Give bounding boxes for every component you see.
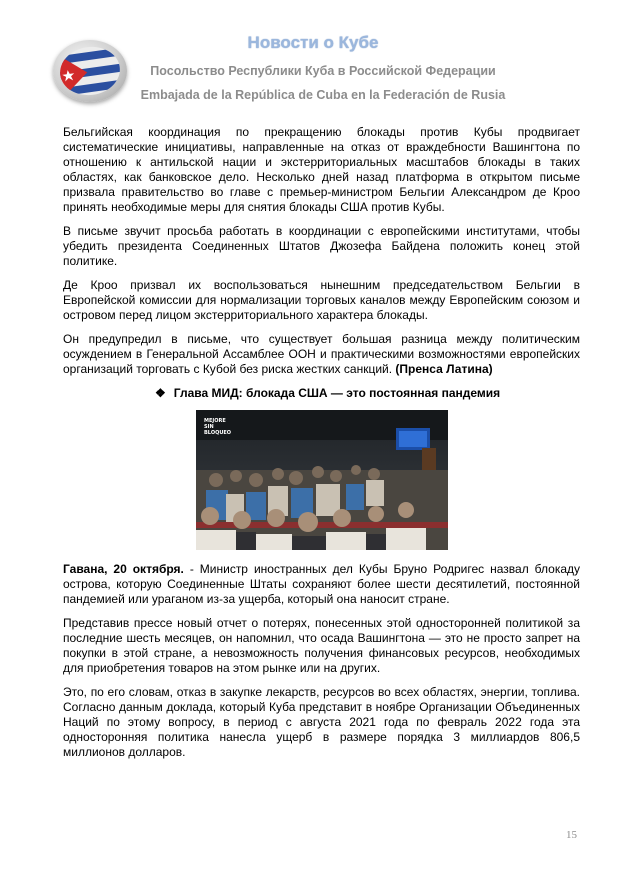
- page-number: 15: [566, 829, 577, 841]
- svg-text:BLOQUEO: BLOQUEO: [204, 430, 232, 436]
- section-heading: [63, 386, 580, 400]
- paragraph: [63, 562, 580, 607]
- page-header: [0, 0, 626, 120]
- svg-text:SIN: SIN: [204, 424, 214, 430]
- press-conference-photo: [196, 410, 448, 550]
- paragraph: Де Кроо призвал их воспользоваться нынешним председательством Бельгии в Европейской комиссии для нормализации торговых каналов между Европейским союзом и островом перед лицом экстерриториального характера блокады.: [63, 278, 580, 322]
- paragraph: В письме звучит просьба работать в координации с европейскими институтами, чтобы убедить президента Соединенных Штатов Джозефа Байдена положить конец этой политике.: [63, 224, 580, 268]
- page-title: Новости о Кубе: [247, 33, 379, 52]
- paragraph-text: Он предупредил в письме, что существует большая разница между политическим осуждением в Генеральной Ассамблее ООН и практическими возможностями европейских организаций торговать с Кубой без риска жестких санкций.: [63, 332, 580, 376]
- article-body: [63, 125, 580, 769]
- dateline: Гавана, 20 октября.: [63, 562, 184, 576]
- paragraph: [63, 332, 580, 377]
- heading-text: Глава МИД: блокада США — это постоянная пандемия: [173, 386, 501, 400]
- source-credit: (Пренса Латина): [395, 362, 493, 376]
- paragraph: Это, по его словам, отказ в закупке лекарств, ресурсов во всех областях, энергии, топлива. Согласно данным доклада, который Куба представит в ноябре Организации Объединенных Наций по этому вопросу, в период с августа 2021 года по февраль 2022 года эта односторонняя политика нанесла ущерб в размере порядка 3 миллиардов 806,5 миллионов долларов.: [63, 685, 580, 759]
- diamond-bullet-icon: ❖: [155, 386, 166, 400]
- photo-sign-text: MEJORE: [204, 418, 226, 424]
- paragraph: Представив прессе новый отчет о потерях, понесенных этой односторонней политикой за последние шесть месяцев, он напомнил, что осада Вашингтона — это не просто запрет на покупки в этой стране, а невозможность получения финансовых ресурсов, необходимых для приобретения товаров на этом рынке или на других.: [63, 616, 580, 675]
- paragraph-text: - Министр иностранных дел Кубы Бруно Родригес назвал блокаду острова, которую Соединенные Штаты сохраняют более шести десятилетий, постоянной пандемией или ураганом из-за ущерба, который она наносит стране.: [63, 562, 581, 606]
- embassy-name-es: Embajada de la República de Cuba en la Federación de Rusia: [140, 88, 506, 102]
- embassy-name-ru: Посольство Республики Куба в Российской Федерации: [150, 64, 496, 78]
- paragraph: Бельгийская координация по прекращению блокады против Кубы продвигает систематические инициативы, направленные на отказ от враждебности Вашингтона по отношению к антильской нации и экстерриториальных масштабов блокады в таких областях, как банковское дело. Несколько дней назад платформа в открытом письме призвала правительство во главе с премьер-министром Бельгии Александром де Кроо принять необходимые меры для снятия блокады США против Кубы.: [63, 125, 580, 214]
